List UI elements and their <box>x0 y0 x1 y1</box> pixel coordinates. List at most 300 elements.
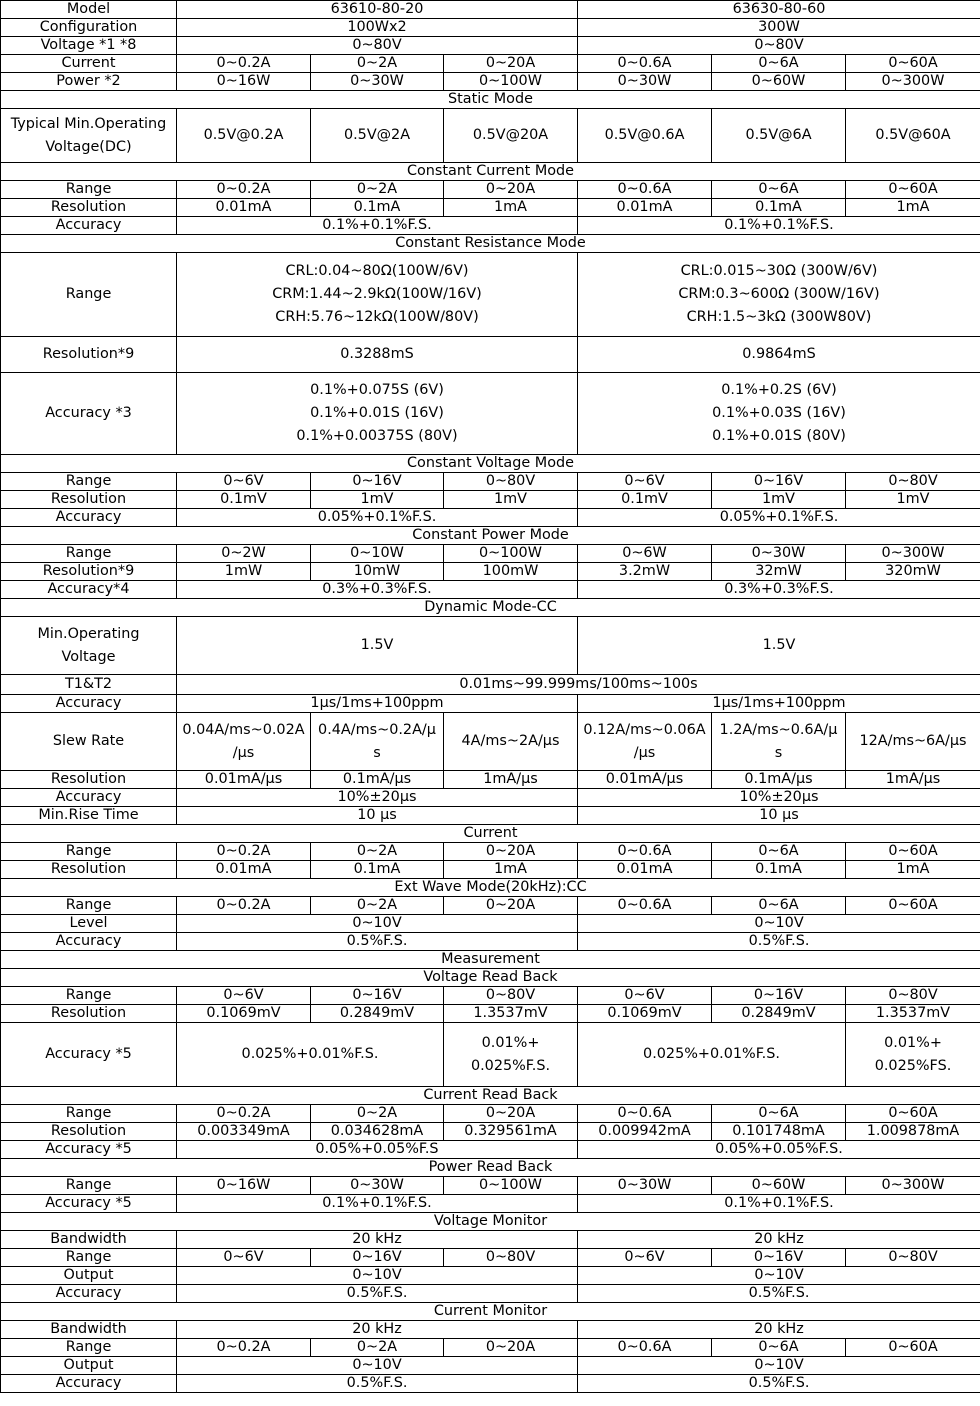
cc-accuracy-row <box>1 217 980 235</box>
cp-range-row <box>1 545 980 563</box>
ext-range-row <box>1 897 980 915</box>
cell: 20 kHz <box>177 1231 578 1249</box>
row-label: Range <box>1 843 177 861</box>
cell-line: 0.4A/ms~0.2A/μ <box>318 721 436 738</box>
row-label: Accuracy <box>1 695 177 713</box>
cell: 0.5V@0.2A <box>177 109 311 163</box>
row-label: Configuration <box>1 19 177 37</box>
cell: 10%±20μs <box>578 789 980 807</box>
cell-line: 0.01%+ <box>884 1034 942 1051</box>
cell: 0.1%+0.1%F.S. <box>578 217 980 235</box>
cell-line: 0.1%+0.2S (6V) <box>721 382 837 398</box>
cell: 1mV <box>444 491 578 509</box>
crb-accuracy-row <box>1 1141 980 1159</box>
section-title: Current Monitor <box>1 1303 980 1321</box>
cell: 0.01mA <box>578 199 712 217</box>
section-title: Dynamic Mode-CC <box>1 599 980 617</box>
cell <box>177 253 578 337</box>
row-label: Range <box>1 1177 177 1195</box>
cell: 0~0.2A <box>177 55 311 73</box>
cell <box>177 373 578 455</box>
row-label: Range <box>1 1339 177 1357</box>
cell: 0.5%F.S. <box>578 1285 980 1303</box>
cell: 20 kHz <box>177 1321 578 1339</box>
cell: 0.1%+0.1%F.S. <box>177 217 578 235</box>
cell: 1.5V <box>578 617 980 675</box>
row-label: Current <box>1 55 177 73</box>
cell: 0~20A <box>444 1339 578 1357</box>
cell <box>846 1023 980 1087</box>
vmon-bandwidth-row <box>1 1231 980 1249</box>
cell: 0.1mA <box>712 199 846 217</box>
section-voltage-readback <box>1 969 980 987</box>
section-static <box>1 91 980 109</box>
cell: 0~0.6A <box>578 1339 712 1357</box>
row-label: Range <box>1 253 177 337</box>
cell: 0.329561mA <box>444 1123 578 1141</box>
cmon-range-row <box>1 1339 980 1357</box>
row-label: Accuracy *5 <box>1 1195 177 1213</box>
cell: 0~6W <box>578 545 712 563</box>
cell: 0.5V@0.6A <box>578 109 712 163</box>
row-label: Range <box>1 181 177 199</box>
cp-accuracy-row <box>1 581 980 599</box>
vmon-range-row <box>1 1249 980 1267</box>
row-label: Range <box>1 473 177 491</box>
cell: 0~16V <box>712 987 846 1005</box>
cell: 0~80V <box>578 37 980 55</box>
dyn-slew-acc-row <box>1 789 980 807</box>
dyncur-range-row <box>1 843 980 861</box>
cell: 0~100W <box>444 1177 578 1195</box>
cell: 0.5V@2A <box>311 109 444 163</box>
cell: 0~20A <box>444 55 578 73</box>
cell: 3.2mW <box>578 563 712 581</box>
cp-resolution-row <box>1 563 980 581</box>
cell: 0~0.2A <box>177 1339 311 1357</box>
cell <box>311 713 444 771</box>
vrb-resolution-row <box>1 1005 980 1023</box>
row-label: Accuracy <box>1 509 177 527</box>
cell: 0~80V <box>177 37 578 55</box>
cell <box>177 713 311 771</box>
section-current-readback <box>1 1087 980 1105</box>
row-label: Range <box>1 1105 177 1123</box>
cell: 0.1%+0.1%F.S. <box>177 1195 578 1213</box>
cr-accuracy-row <box>1 373 980 455</box>
cell: 0.01mA <box>177 861 311 879</box>
label-line: Voltage(DC) <box>45 138 132 155</box>
cell: 0~2A <box>311 897 444 915</box>
row-label <box>1 617 177 675</box>
cell: 0~0.6A <box>578 55 712 73</box>
cell: 0~6V <box>177 473 311 491</box>
cell: 0~16W <box>177 1177 311 1195</box>
cell-line: CRM:0.3~600Ω (300W/16V) <box>678 286 880 302</box>
cell: 0.1mA/μs <box>712 771 846 789</box>
dyn-t1t2-row <box>1 675 980 695</box>
cell-line: 0.1%+0.075S (6V) <box>310 382 444 398</box>
cell: 0~6A <box>712 55 846 73</box>
cell: 0~10V <box>177 915 578 933</box>
cell-line: /μs <box>232 744 255 761</box>
cell: 0.2849mV <box>712 1005 846 1023</box>
cell: 1mW <box>177 563 311 581</box>
dyn-min-op-row <box>1 617 980 675</box>
cell-line: 0.1%+0.01S (80V) <box>712 428 846 444</box>
cell: 0~2W <box>177 545 311 563</box>
section-cv <box>1 455 980 473</box>
row-label: Resolution <box>1 771 177 789</box>
dyn-accuracy-row <box>1 695 980 713</box>
cell: 0~80V <box>444 473 578 491</box>
cell: 10%±20μs <box>177 789 578 807</box>
cell: 0~6V <box>578 987 712 1005</box>
cell: 100Wx2 <box>177 19 578 37</box>
cc-resolution-row <box>1 199 980 217</box>
cr-resolution-row <box>1 337 980 373</box>
cell: 0~100W <box>444 73 578 91</box>
vmon-output-row <box>1 1267 980 1285</box>
row-label: Output <box>1 1357 177 1375</box>
cell: 32mW <box>712 563 846 581</box>
section-cr <box>1 235 980 253</box>
cell-line: 1.2A/ms~0.6A/μ <box>719 721 838 738</box>
prb-accuracy-row <box>1 1195 980 1213</box>
cell <box>578 373 980 455</box>
dyn-rise-row <box>1 807 980 825</box>
crb-range-row <box>1 1105 980 1123</box>
cell: 1mA <box>444 861 578 879</box>
cell: 0~16V <box>712 1249 846 1267</box>
cell: 0~2A <box>311 843 444 861</box>
cell: 0~16V <box>311 1249 444 1267</box>
cell: 0.5V@20A <box>444 109 578 163</box>
cell: 0.1069mV <box>578 1005 712 1023</box>
cell: 300W <box>578 19 980 37</box>
label-line: Min.Operating <box>37 625 140 642</box>
cell: 0~10V <box>578 1267 980 1285</box>
cell: 0.1%+0.1%F.S. <box>578 1195 980 1213</box>
cell: 0~6V <box>177 1249 311 1267</box>
cmon-bandwidth-row <box>1 1321 980 1339</box>
cell: 0~80V <box>846 987 980 1005</box>
cell-line: 0.1%+0.03S (16V) <box>712 405 846 421</box>
row-label: Resolution <box>1 491 177 509</box>
cell: 0~0.2A <box>177 1105 311 1123</box>
cell: 0~0.2A <box>177 897 311 915</box>
cell: 0.01mA/μs <box>177 771 311 789</box>
cell: 0~300W <box>846 73 980 91</box>
cell: 0~30W <box>712 545 846 563</box>
section-ext-wave <box>1 879 980 897</box>
section-current-monitor <box>1 1303 980 1321</box>
cell <box>578 713 712 771</box>
row-label: Accuracy <box>1 933 177 951</box>
row-label: Level <box>1 915 177 933</box>
cell: 0~60A <box>846 55 980 73</box>
cell: 0~20A <box>444 1105 578 1123</box>
cell: 0.1mA <box>311 199 444 217</box>
cell: 0.5%F.S. <box>177 1285 578 1303</box>
cr-range-row <box>1 253 980 337</box>
cell: 20 kHz <box>578 1321 980 1339</box>
power-row <box>1 73 980 91</box>
cell: 12A/ms~6A/μs <box>846 713 980 771</box>
section-voltage-monitor <box>1 1213 980 1231</box>
row-label: T1&T2 <box>1 675 177 695</box>
cell-line: /μs <box>633 744 656 761</box>
cell: 0~10V <box>578 915 980 933</box>
dyncur-resolution-row <box>1 861 980 879</box>
row-label: Resolution <box>1 1123 177 1141</box>
section-dynamic-cc <box>1 599 980 617</box>
row-label: Resolution <box>1 199 177 217</box>
row-label: Resolution*9 <box>1 337 177 373</box>
cell: 0.05%+0.1%F.S. <box>177 509 578 527</box>
row-label: Range <box>1 1249 177 1267</box>
cell: 0~10V <box>177 1267 578 1285</box>
cell: 0.009942mA <box>578 1123 712 1141</box>
cell: 0~20A <box>444 181 578 199</box>
row-label: Voltage *1 *8 <box>1 37 177 55</box>
row-label: Slew Rate <box>1 713 177 771</box>
cell: 0~100W <box>444 545 578 563</box>
cell-line: 0.025%FS. <box>874 1057 952 1074</box>
cell: 0.01mA <box>177 199 311 217</box>
cell-line: CRH:5.76~12kΩ(100W/80V) <box>275 309 479 325</box>
cell-line: CRM:1.44~2.9kΩ(100W/16V) <box>272 286 482 302</box>
section-title: Ext Wave Mode(20kHz):CC <box>1 879 980 897</box>
section-cp <box>1 527 980 545</box>
section-title: Current Read Back <box>1 1087 980 1105</box>
cell-line: 0.025%F.S. <box>470 1057 551 1074</box>
section-title: Measurement <box>1 951 980 969</box>
model-row <box>1 1 980 19</box>
cell: 0.5V@60A <box>846 109 980 163</box>
cell-line: 0.1%+0.01S (16V) <box>310 405 444 421</box>
cell: 1.5V <box>177 617 578 675</box>
cell-line: CRL:0.015~30Ω (300W/6V) <box>680 263 878 279</box>
row-label: Accuracy <box>1 789 177 807</box>
section-title: Constant Current Mode <box>1 163 980 181</box>
cell: 0.3288mS <box>177 337 578 373</box>
cell-line: 0.04A/ms~0.02A <box>182 721 305 738</box>
row-label: Range <box>1 545 177 563</box>
cell: 0~6A <box>712 1105 846 1123</box>
section-current <box>1 825 980 843</box>
cell: 0.3%+0.3%F.S. <box>177 581 578 599</box>
dyn-slew-row <box>1 713 980 771</box>
cell: 1.009878mA <box>846 1123 980 1141</box>
section-title: Constant Resistance Mode <box>1 235 980 253</box>
cell-line: CRL:0.04~80Ω(100W/6V) <box>285 263 469 279</box>
row-label: Accuracy*4 <box>1 581 177 599</box>
cell-line: 0.01%+ <box>481 1034 540 1051</box>
cell: 0.003349mA <box>177 1123 311 1141</box>
cell: 0~20A <box>444 843 578 861</box>
cell <box>712 713 846 771</box>
prb-range-row <box>1 1177 980 1195</box>
cell: 0~6A <box>712 897 846 915</box>
cell: 0~10V <box>578 1357 980 1375</box>
section-title: Constant Power Mode <box>1 527 980 545</box>
cell: 1μs/1ms+100ppm <box>578 695 980 713</box>
row-label: Resolution*9 <box>1 563 177 581</box>
cell <box>578 253 980 337</box>
row-label: Resolution <box>1 1005 177 1023</box>
cell: 0.5%F.S. <box>578 1375 980 1393</box>
cv-range-row <box>1 473 980 491</box>
cell: 0.05%+0.05%F.S <box>177 1141 578 1159</box>
cell-line: CRH:1.5~3kΩ (300W80V) <box>686 309 872 325</box>
row-label: Accuracy <box>1 1375 177 1393</box>
cell: 0.025%+0.01%F.S. <box>578 1023 846 1087</box>
cell: 0~300W <box>846 1177 980 1195</box>
cell: 0.025%+0.01%F.S. <box>177 1023 444 1087</box>
cell: 0~80V <box>846 473 980 491</box>
row-label: Accuracy *5 <box>1 1141 177 1159</box>
cell: 0.05%+0.05%F.S. <box>578 1141 980 1159</box>
section-cc <box>1 163 980 181</box>
cell: 0~60W <box>712 1177 846 1195</box>
vrb-accuracy-row <box>1 1023 980 1087</box>
cell: 0~0.2A <box>177 843 311 861</box>
section-title: Voltage Monitor <box>1 1213 980 1231</box>
cell: 0.9864mS <box>578 337 980 373</box>
cell: 0.01mA/μs <box>578 771 712 789</box>
cell: 0~80V <box>846 1249 980 1267</box>
cell: 0.5V@6A <box>712 109 846 163</box>
cell: 0~30W <box>578 73 712 91</box>
cell: 0~0.6A <box>578 897 712 915</box>
cell: 1mA/μs <box>846 771 980 789</box>
cell: 0~6A <box>712 1339 846 1357</box>
cell: 1mV <box>846 491 980 509</box>
cell: 0~60A <box>846 181 980 199</box>
cell: 1mA/μs <box>444 771 578 789</box>
row-label: Model <box>1 1 177 19</box>
row-label: Accuracy *3 <box>1 373 177 455</box>
cell: 1mA <box>846 861 980 879</box>
row-label: Min.Rise Time <box>1 807 177 825</box>
cell: 0.1mV <box>177 491 311 509</box>
cell: 0.1mV <box>578 491 712 509</box>
cell-line: 0.12A/ms~0.06A <box>583 721 706 738</box>
cell: 0.1mA <box>712 861 846 879</box>
cell: 0~0.6A <box>578 181 712 199</box>
cell: 0~60A <box>846 897 980 915</box>
cell: 0~2A <box>311 55 444 73</box>
cell: 0~300W <box>846 545 980 563</box>
cell: 0~60A <box>846 1339 980 1357</box>
cell: 0~6A <box>712 843 846 861</box>
cell: 1mA <box>444 199 578 217</box>
cell: 0.05%+0.1%F.S. <box>578 509 980 527</box>
cell: 0~10V <box>177 1357 578 1375</box>
cell: 0~60A <box>846 843 980 861</box>
row-label: Accuracy <box>1 1285 177 1303</box>
cmon-accuracy-row <box>1 1375 980 1393</box>
cell: 0~16V <box>311 473 444 491</box>
section-power-readback <box>1 1159 980 1177</box>
cell: 0~6V <box>177 987 311 1005</box>
label-line: Voltage <box>61 648 116 665</box>
row-label: Output <box>1 1267 177 1285</box>
cell: 0~16V <box>712 473 846 491</box>
crb-resolution-row <box>1 1123 980 1141</box>
row-label: Range <box>1 987 177 1005</box>
cell: 0.5%F.S. <box>177 933 578 951</box>
cell: 0~2A <box>311 1339 444 1357</box>
row-label: Bandwidth <box>1 1321 177 1339</box>
ext-level-row <box>1 915 980 933</box>
voltage-row <box>1 37 980 55</box>
cell: 0~0.6A <box>578 1105 712 1123</box>
cell: 10 μs <box>177 807 578 825</box>
cell: 0.5%F.S. <box>578 933 980 951</box>
cell: 0.034628mA <box>311 1123 444 1141</box>
cell: 0.5%F.S. <box>177 1375 578 1393</box>
cell: 1mV <box>712 491 846 509</box>
section-title: Static Mode <box>1 91 980 109</box>
section-title: Power Read Back <box>1 1159 980 1177</box>
cell: 0~6V <box>578 1249 712 1267</box>
current-row <box>1 55 980 73</box>
config-row <box>1 19 980 37</box>
section-measurement <box>1 951 980 969</box>
cv-accuracy-row <box>1 509 980 527</box>
cell: 1mA <box>846 199 980 217</box>
cell: 0~60W <box>712 73 846 91</box>
cell: 0~16W <box>177 73 311 91</box>
cell: 0~30W <box>311 1177 444 1195</box>
cell: 1.3537mV <box>846 1005 980 1023</box>
cell: 0~6V <box>578 473 712 491</box>
label-line: Typical Min.Operating <box>10 115 167 132</box>
row-label: Power *2 <box>1 73 177 91</box>
cell-line: s <box>373 744 381 761</box>
static-min-op-row <box>1 109 980 163</box>
cell: 0~6A <box>712 181 846 199</box>
model-b: 63630-80-60 <box>578 1 980 19</box>
cell: 0.1mA/μs <box>311 771 444 789</box>
row-label: Accuracy <box>1 217 177 235</box>
row-label: Bandwidth <box>1 1231 177 1249</box>
cell: 0~60A <box>846 1105 980 1123</box>
cell: 0.3%+0.3%F.S. <box>578 581 980 599</box>
cv-resolution-row <box>1 491 980 509</box>
cell: 0.01ms~99.999ms/100ms~100s <box>177 675 980 695</box>
cell-line: 0.1%+0.00375S (80V) <box>296 428 458 444</box>
cell: 20 kHz <box>578 1231 980 1249</box>
cell: 0~30W <box>311 73 444 91</box>
cell: 1.3537mV <box>444 1005 578 1023</box>
section-title: Current <box>1 825 980 843</box>
cell: 0.101748mA <box>712 1123 846 1141</box>
cell-line: s <box>774 744 783 761</box>
cc-range-row <box>1 181 980 199</box>
ext-accuracy-row <box>1 933 980 951</box>
cell: 0.1mA <box>311 861 444 879</box>
row-label: Resolution <box>1 861 177 879</box>
cell: 0~2A <box>311 1105 444 1123</box>
section-title: Voltage Read Back <box>1 969 980 987</box>
vrb-range-row <box>1 987 980 1005</box>
cell: 0~2A <box>311 181 444 199</box>
cell: 0.01mA <box>578 861 712 879</box>
cell: 10 μs <box>578 807 980 825</box>
